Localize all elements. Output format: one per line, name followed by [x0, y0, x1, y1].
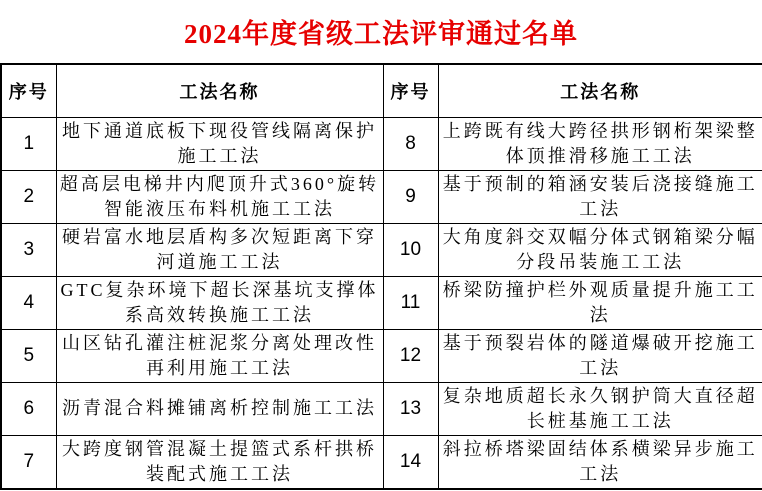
- table-row: [1, 435, 762, 489]
- method-name-cell: 超高层电梯井内爬顶升式360°旋转智能液压布料机施工工法: [56, 170, 383, 223]
- table-row: [1, 117, 762, 170]
- serial-cell: 1: [1, 117, 56, 170]
- method-name-cell: 大角度斜交双幅分体式钢箱梁分幅分段吊装施工工法: [438, 223, 762, 276]
- method-name-cell: 桥梁防撞护栏外观质量提升施工工法: [438, 276, 762, 329]
- page-title: 2024年度省级工法评审通过名单: [184, 19, 578, 49]
- method-name-cell: 斜拉桥塔梁固结体系横梁异步施工工法: [438, 435, 762, 489]
- serial-cell: 6: [1, 382, 56, 435]
- header-row: [1, 64, 762, 117]
- serial-cell: 11: [383, 276, 438, 329]
- serial-cell: 2: [1, 170, 56, 223]
- table-row: [1, 329, 762, 382]
- serial-cell: 12: [383, 329, 438, 382]
- col-header-serial-left: 序号: [1, 64, 56, 117]
- method-name-cell: 大跨度钢管混凝土提篮式系杆拱桥装配式施工工法: [56, 435, 383, 489]
- serial-cell: 14: [383, 435, 438, 489]
- methods-table: [0, 63, 762, 490]
- method-name-cell: 地下通道底板下现役管线隔离保护施工工法: [56, 117, 383, 170]
- serial-cell: 8: [383, 117, 438, 170]
- method-name-cell: 上跨既有线大跨径拱形钢桁架梁整体顶推滑移施工工法: [438, 117, 762, 170]
- serial-cell: 13: [383, 382, 438, 435]
- method-name-cell: 基于预制的箱涵安装后浇接缝施工工法: [438, 170, 762, 223]
- method-name-cell: 沥青混合料摊铺离析控制施工工法: [56, 382, 383, 435]
- serial-cell: 3: [1, 223, 56, 276]
- serial-cell: 9: [383, 170, 438, 223]
- table-row: [1, 170, 762, 223]
- serial-cell: 10: [383, 223, 438, 276]
- col-header-serial-right: 序号: [383, 64, 438, 117]
- serial-cell: 4: [1, 276, 56, 329]
- table-row: [1, 382, 762, 435]
- method-name-cell: 硬岩富水地层盾构多次短距离下穿河道施工工法: [56, 223, 383, 276]
- col-header-method-right: 工法名称: [438, 64, 762, 117]
- serial-cell: 5: [1, 329, 56, 382]
- method-name-cell: 山区钻孔灌注桩泥浆分离处理改性再利用施工工法: [56, 329, 383, 382]
- title-bar: [0, 0, 762, 63]
- table-row: [1, 276, 762, 329]
- table-row: [1, 223, 762, 276]
- method-name-cell: 复杂地质超长永久钢护筒大直径超长桩基施工工法: [438, 382, 762, 435]
- method-name-cell: GTC复杂环境下超长深基坑支撑体系高效转换施工工法: [56, 276, 383, 329]
- col-header-method-left: 工法名称: [56, 64, 383, 117]
- method-name-cell: 基于预裂岩体的隧道爆破开挖施工工法: [438, 329, 762, 382]
- serial-cell: 7: [1, 435, 56, 489]
